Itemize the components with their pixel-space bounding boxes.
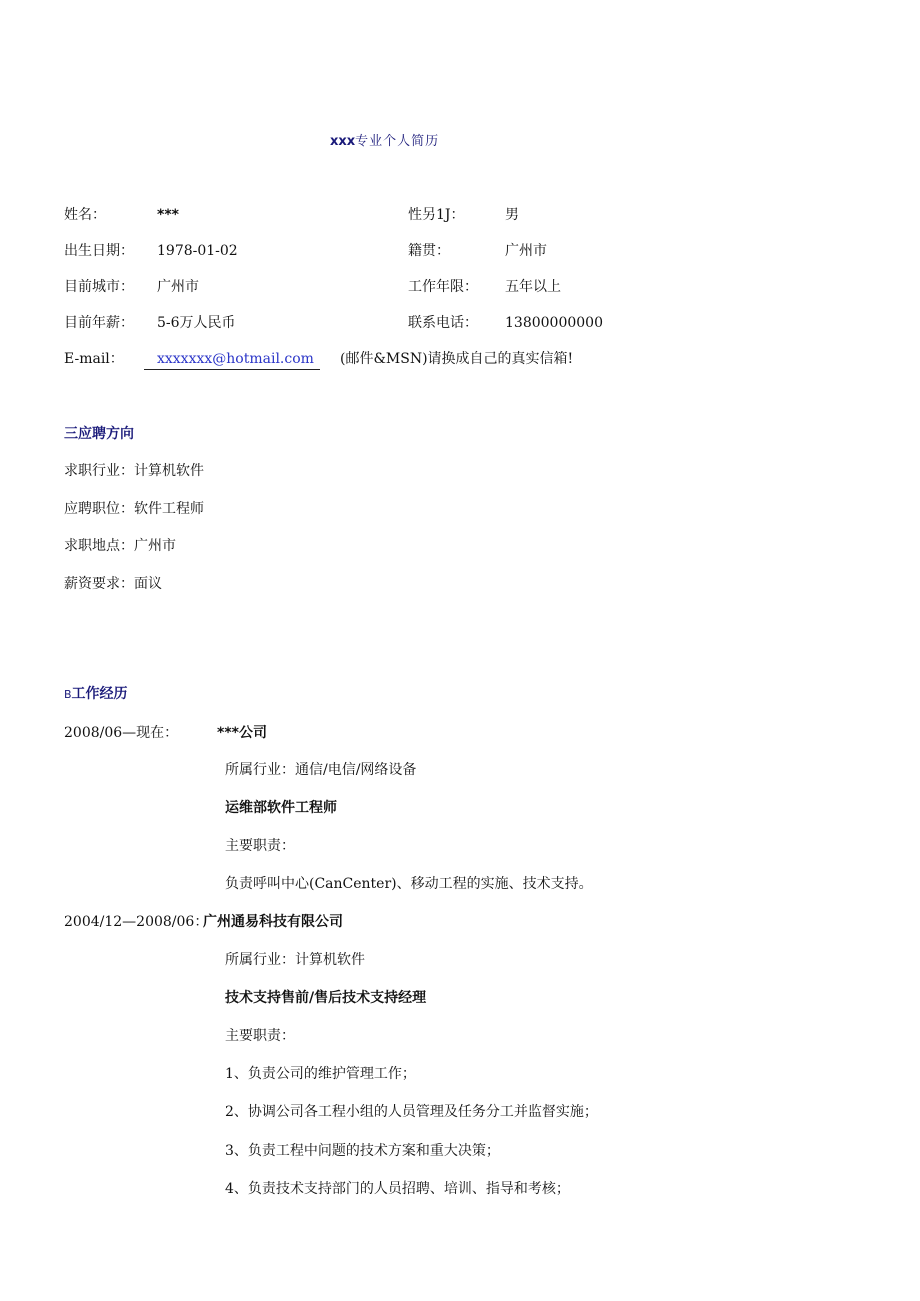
job-1-period: 2008/06—现在： [64,725,179,741]
experience-heading [64,685,128,704]
objective-location: 求职地点：广州市 [64,538,176,554]
name-label: 姓名： [64,207,106,223]
job-2-period: 2004/12—2008/06： [64,914,209,930]
job-2-company: 广州通易科技有限公司 [203,914,343,930]
job-2-industry: 所属行业：计算机软件 [225,952,365,968]
native-label: 籍贯： [408,243,450,259]
experience-heading-text: 工作经历 [71,686,128,702]
phone-value: 13800000000 [505,315,603,331]
years-value: 五年以上 [505,279,561,295]
birth-label: 出生日期： [64,243,134,259]
email-label: E-mail： [64,351,124,367]
job-2-duty-3: 3、负责工程中问题的技术方案和重大决策； [225,1143,500,1159]
title-prefix: xxx [330,134,356,149]
objective-position: 应聘职位：软件工程师 [64,501,204,517]
job-1-company: ***公司 [217,725,267,741]
years-label: 工作年限： [408,279,478,295]
city-value: 广州市 [157,279,199,295]
job-2-duty-4: 4、负责技术支持部门的人员招聘、培训、指导和考核； [225,1181,570,1197]
job-2-duties-label: 主要职责： [225,1028,295,1044]
name-value: *** [157,207,179,223]
page-title [330,132,439,151]
salary-value: 5-6万人民币 [157,315,236,331]
salary-label: 目前年薪： [64,315,134,331]
job-2-role: 技术支持售前/售后技术支持经理 [225,990,427,1006]
job-2-duty-1: 1、负责公司的维护管理工作； [225,1066,416,1082]
email-underline [144,369,320,370]
objective-salary: 薪资要求：面议 [64,576,162,592]
phone-label: 联系电话： [408,315,478,331]
email-note: (邮件&MSN)请换成自己的真实信箱! [340,351,574,367]
native-value: 广州市 [505,243,547,259]
objective-heading: 三应聘方向 [64,426,134,442]
experience-heading-prefix: B [64,688,72,701]
job-1-duties-label: 主要职责： [225,838,295,854]
birth-value: 1978-01-02 [157,243,238,259]
job-1-duty: 负责呼叫中心(CanCenter)、移动工程的实施、技术支持。 [225,876,593,892]
job-2-duty-2: 2、协调公司各工程小组的人员管理及任务分工并监督实施； [225,1104,598,1120]
objective-industry: 求职行业：计算机软件 [64,463,204,479]
gender-label: 性另1J： [408,207,465,223]
email-link[interactable]: xxxxxxx@hotmail.com [157,351,314,367]
job-1-role: 运维部软件工程师 [225,800,337,816]
gender-value: 男 [505,207,519,223]
city-label: 目前城市： [64,279,134,295]
job-1-industry: 所属行业：通信/电信/网络设备 [225,762,417,778]
title-text: 专业个人简历 [355,134,440,149]
